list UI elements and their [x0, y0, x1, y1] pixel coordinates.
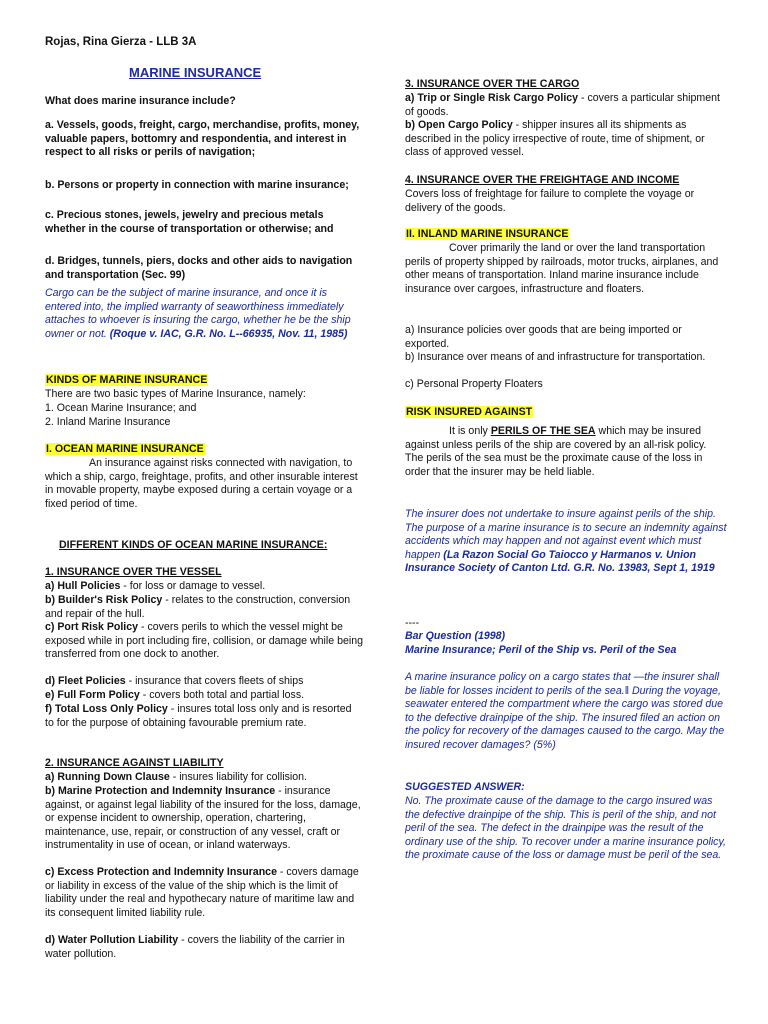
cargo-note-citation: (Roque v. IAC, G.R. No. L--66935, Nov. 11, 1985): [109, 327, 348, 340]
liability-item-a: [45, 771, 363, 785]
kinds-item-1: 1. Ocean Marine Insurance; and: [45, 402, 197, 414]
inland-heading-text: II. INLAND MARINE INSURANCE: [406, 228, 569, 240]
inland-item-c: c) Personal Property Floaters: [405, 378, 543, 390]
vessel-item-d-desc: - insurance that covers fleets of ships: [125, 675, 304, 687]
bar-question-text: A marine insurance policy on a cargo states that ―the insurer shall be liable for losses incident to perils of the sea.‖ During the voyage, seawater entered the compartment where the cargo was stored due to the defective drainpipe of the ship. The insured filed an action on the policy for recovery of the damages caused to the cargo. May the insured recover damages? (5%): [405, 671, 725, 751]
vessel-item-c-term: c) Port Risk Policy: [45, 621, 139, 633]
liability-item-b-desc: - insurance against, or against legal liability of the insured for the loss, damage, or expense incident to ownership, operation, chartering, maintenance, use, repair, or construction of any vessel, craft or instrumentality in use of ocean, or inland waterways.: [45, 785, 361, 852]
item-d: d. Bridges, tunnels, piers, docks and other aids to navigation and transportation (Sec. 99): [45, 255, 353, 281]
cargo-item-a-term: a) Trip or Single Risk Cargo Policy: [405, 92, 579, 104]
cargo-note: [45, 287, 363, 341]
item-c: c. Precious stones, jewels, jewelry and precious metals whether in the course of transportation or otherwise; and: [45, 209, 334, 235]
vessel-heading: 1. INSURANCE OVER THE VESSEL: [45, 566, 222, 578]
liability-item-c: [45, 866, 363, 920]
liability-item-d-term: d) Water Pollution Liability: [45, 934, 179, 946]
vessel-item-a-desc: - for loss or damage to vessel.: [120, 580, 266, 592]
freightage-heading: 4. INSURANCE OVER THE FREIGHTAGE AND INCOME: [405, 174, 680, 186]
bar-question-title: Bar Question (1998): [405, 630, 506, 642]
liability-item-d: [45, 934, 363, 961]
item-a: a. Vessels, goods, freight, cargo, merchandise, profits, money, valuable papers, bottomry and respondentia, and interest in respect to all risks or perils of navigation;: [45, 119, 360, 159]
cargo-heading: 3. INSURANCE OVER THE CARGO: [405, 78, 580, 90]
vessel-item-f: [45, 703, 363, 730]
vessel-item-b: [45, 594, 363, 621]
liability-item-b-term: b) Marine Protection and Indemnity Insurance: [45, 785, 276, 797]
cargo-item-b-term: b) Open Cargo Policy: [405, 119, 513, 131]
insurer-note: [405, 508, 727, 576]
intro-question: What does marine insurance include?: [45, 95, 236, 107]
vessel-item-e: [45, 689, 363, 703]
diff-kinds-heading: DIFFERENT KINDS OF OCEAN MARINE INSURANCE:: [59, 539, 328, 551]
cargo-item-a-desc: - covers a particular shipment of goods.: [405, 92, 720, 118]
liability-item-c-term: c) Excess Protection and Indemnity Insurance: [45, 866, 277, 878]
liability-item-d-desc: - covers the liability of the carrier in water pollution.: [45, 934, 345, 960]
vessel-item-f-term: f) Total Loss Only Policy: [45, 703, 168, 715]
ocean-definition: An insurance against risks connected with navigation, to which a ship, cargo, freightage, profits, and other insurable interest in movable property, maybe exposed during a certain voyage or a fixed period of time.: [45, 457, 358, 510]
item-b: b. Persons or property in connection with marine insurance;: [45, 179, 349, 191]
vessel-item-a-term: a) Hull Policies: [45, 580, 121, 592]
liability-item-b: [45, 785, 363, 853]
vessel-item-a: [45, 580, 363, 594]
vessel-item-c-desc: - covers perils to which the vessel might be exposed while in port including fire, collision, or damage while being transferred from one dock to another.: [45, 621, 363, 661]
vessel-item-e-desc: - covers both total and partial loss.: [139, 689, 305, 701]
author-header: Rojas, Rina Gierza - LLB 3A: [45, 36, 197, 48]
vessel-item-b-term: b) Builder's Risk Policy: [45, 594, 163, 606]
suggested-answer-heading: SUGGESTED ANSWER:: [405, 781, 525, 793]
insurer-note-citation: (La Razon Social Go Taiocco y Harmanos v. Union Insurance Society of Canton Ltd. G.R. No. 13983, Sept 1, 1919: [405, 548, 715, 575]
risk-paragraph: [405, 425, 727, 479]
inland-definition: Cover primarily the land or over the land transportation perils of property shipped by railroads, motor trucks, airplanes, and other means of transportation. Inland marine insurance include insurance over cargoes, infrastructure and floaters.: [405, 242, 719, 295]
cargo-note-text: Cargo can be the subject of marine insurance, and once it is entered into, the implied warranty of seaworthiness immediately attaches to whoever is insuring the cargo, whether he be the ship owner or not.: [45, 287, 351, 340]
page-title: MARINE INSURANCE: [129, 65, 262, 80]
kinds-item-2: 2. Inland Marine Insurance: [45, 416, 171, 428]
liability-heading: 2. INSURANCE AGAINST LIABILITY: [45, 757, 224, 769]
risk-heading: [405, 406, 533, 420]
vessel-item-e-term: e) Full Form Policy: [45, 689, 140, 701]
vessel-item-b-desc: - relates to the construction, conversion and repair of the hull.: [45, 594, 351, 620]
risk-text-post: which may be insured against unless perils of the ship are covered by an all-risk policy. The perils of the sea must be the proximate cause of the loss in order that the insurer may be held liable.: [405, 425, 707, 478]
inland-heading: [405, 228, 569, 242]
inland-item-a: a) Insurance policies over goods that are being imported or exported.: [405, 324, 682, 350]
bar-question-topic: Marine Insurance; Peril of the Ship vs. Peril of the Sea: [405, 644, 677, 656]
cargo-item-b: [405, 119, 727, 160]
suggested-answer-text: No. The proximate cause of the damage to the cargo insured was the defective drainpipe of the ship. This is peril of the ship, and not peril of the sea. The defect in the drainpipe was the result of the ordinary use of the ship. To recover under a marine insurance policy, the proximate cause of the loss or damage must be peril of the sea.: [405, 795, 726, 862]
inland-item-b: b) Insurance over means of and infrastructure for transportation.: [405, 351, 706, 363]
kinds-heading: [45, 374, 208, 388]
vessel-item-d: [45, 675, 363, 689]
kinds-intro: There are two basic types of Marine Insurance, namely:: [45, 388, 306, 400]
cargo-item-b-desc: - shipper insures all its shipments as described in the policy irrespective of route, time of shipment, or class of approved vessel.: [405, 119, 705, 159]
ocean-heading-text: I. OCEAN MARINE INSURANCE: [46, 443, 204, 455]
risk-heading-text: RISK INSURED AGAINST: [406, 406, 533, 418]
liability-item-c-desc: - covers damage or liability in excess of the value of the ship which is the limit of liability under the real and hypothecary nature of maritime law and its consequent limited liability rule.: [45, 866, 359, 919]
liability-item-a-term: a) Running Down Clause: [45, 771, 170, 783]
insurer-note-text: The insurer does not undertake to insure against perils of the ship. The purpose of a marine insurance is to secure an indemnity against accidents which may happen and not against event which must happen: [405, 508, 727, 561]
liability-item-a-desc: - insures liability for collision.: [169, 771, 307, 783]
vessel-item-c: [45, 621, 363, 662]
risk-text-pre: It is only: [449, 425, 491, 437]
risk-keyword: PERILS OF THE SEA: [490, 425, 596, 437]
vessel-item-d-term: d) Fleet Policies: [45, 675, 126, 687]
vessel-item-f-desc: - insures total loss only and is resorted to for the purpose of obtaining favourable premium rate.: [45, 703, 352, 729]
kinds-heading-text: KINDS OF MARINE INSURANCE: [46, 374, 208, 386]
ocean-heading: [45, 443, 205, 457]
separator: ----: [405, 617, 420, 629]
freightage-desc: Covers loss of freightage for failure to complete the voyage or delivery of the goods.: [405, 188, 695, 214]
cargo-item-a: [405, 92, 727, 119]
